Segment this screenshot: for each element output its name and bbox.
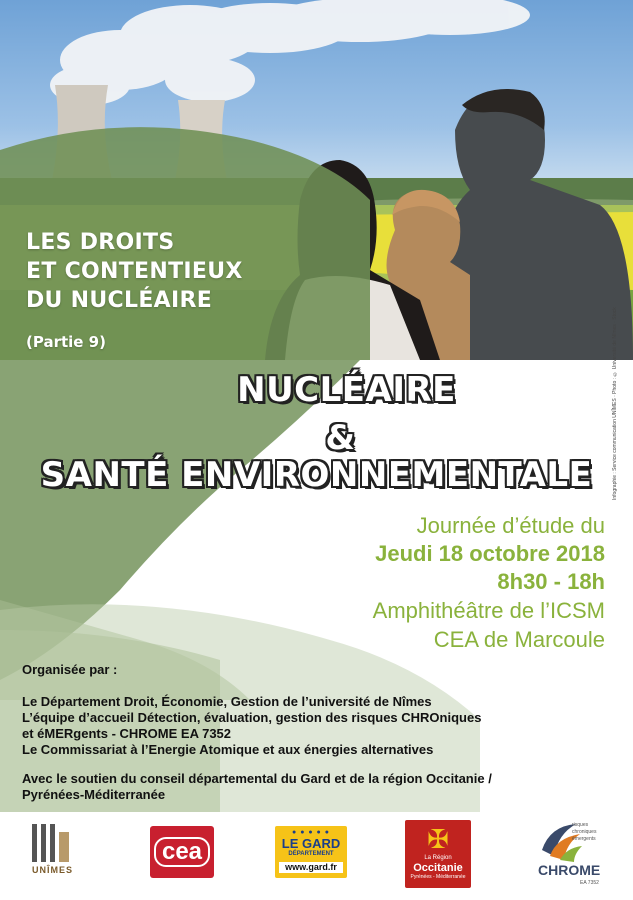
main-title-line-3: SANTÉ ENVIRONNEMENTALE [40, 455, 593, 495]
logo-bar [0, 812, 633, 900]
region-sub: Pyrénées - Méditerranée [410, 874, 466, 880]
cea-label: cea [154, 837, 210, 867]
main-title-line-1: NUCLÉAIRE [237, 370, 456, 410]
unimes-label: UNÎMES [32, 865, 74, 875]
organizer-item: et éMERgents - CHROME EA 7352 [22, 726, 232, 741]
cea-logo [150, 826, 214, 878]
event-date: Jeudi 18 octobre 2018 [375, 541, 605, 566]
gard-dots-icon: ● ● ● ● ● [292, 829, 330, 836]
support-line: Pyrénées-Méditerranée [22, 787, 166, 802]
region-name: Occitanie [413, 862, 463, 874]
gard-url: www.gard.fr [279, 862, 343, 873]
organizer-item: Le Département Droit, Économie, Gestion de l’université de Nîmes [22, 694, 432, 709]
occitan-cross-icon: ✠ [427, 824, 449, 854]
event-details [373, 512, 605, 654]
chrome-name: CHROME [538, 862, 601, 878]
series-title-line: DU NUCLÉAIRE [26, 288, 213, 313]
organizers [22, 662, 492, 803]
chrome-tagline: risques chroniques émergents [572, 822, 597, 842]
series-title-line: ET CONTENTIEUX [26, 259, 243, 284]
chrome-ea: EA 7352 [580, 880, 599, 886]
unimes-columns-icon [32, 824, 82, 862]
organizer-item: Le Commissariat à l’Energie Atomique et aux énergies alternatives [22, 742, 434, 757]
series-part: (Partie 9) [26, 333, 106, 351]
event-location: CEA de Marcoule [433, 627, 605, 652]
event-time: 8h30 - 18h [497, 569, 605, 594]
photo-credit: Infographie : Service communication UNÎMES · Photo : © Université de Nîmes · Stock [612, 307, 618, 500]
organizers-header: Organisée par : [22, 662, 118, 677]
gard-dept: DÉPARTEMENT [288, 851, 334, 857]
event-type: Journée d’étude du [416, 513, 605, 538]
event-venue: Amphithéâtre de l’ICSM [372, 598, 605, 623]
series-title-line: LES DROITS [26, 230, 175, 255]
series-title [26, 228, 243, 315]
gard-name: LE GARD [281, 836, 341, 851]
organizer-item: L’équipe d’accueil Détection, évaluation, gestion des risques CHROniques [22, 710, 482, 725]
occitanie-logo [405, 820, 471, 888]
chrome-logo [532, 818, 612, 890]
region-label: La Région [424, 855, 452, 861]
main-title-ampersand: & [325, 418, 356, 458]
gard-logo [275, 826, 347, 878]
unimes-logo [32, 824, 82, 884]
support-line: Avec le soutien du conseil départemental du Gard et de la région Occitanie / [22, 771, 492, 786]
